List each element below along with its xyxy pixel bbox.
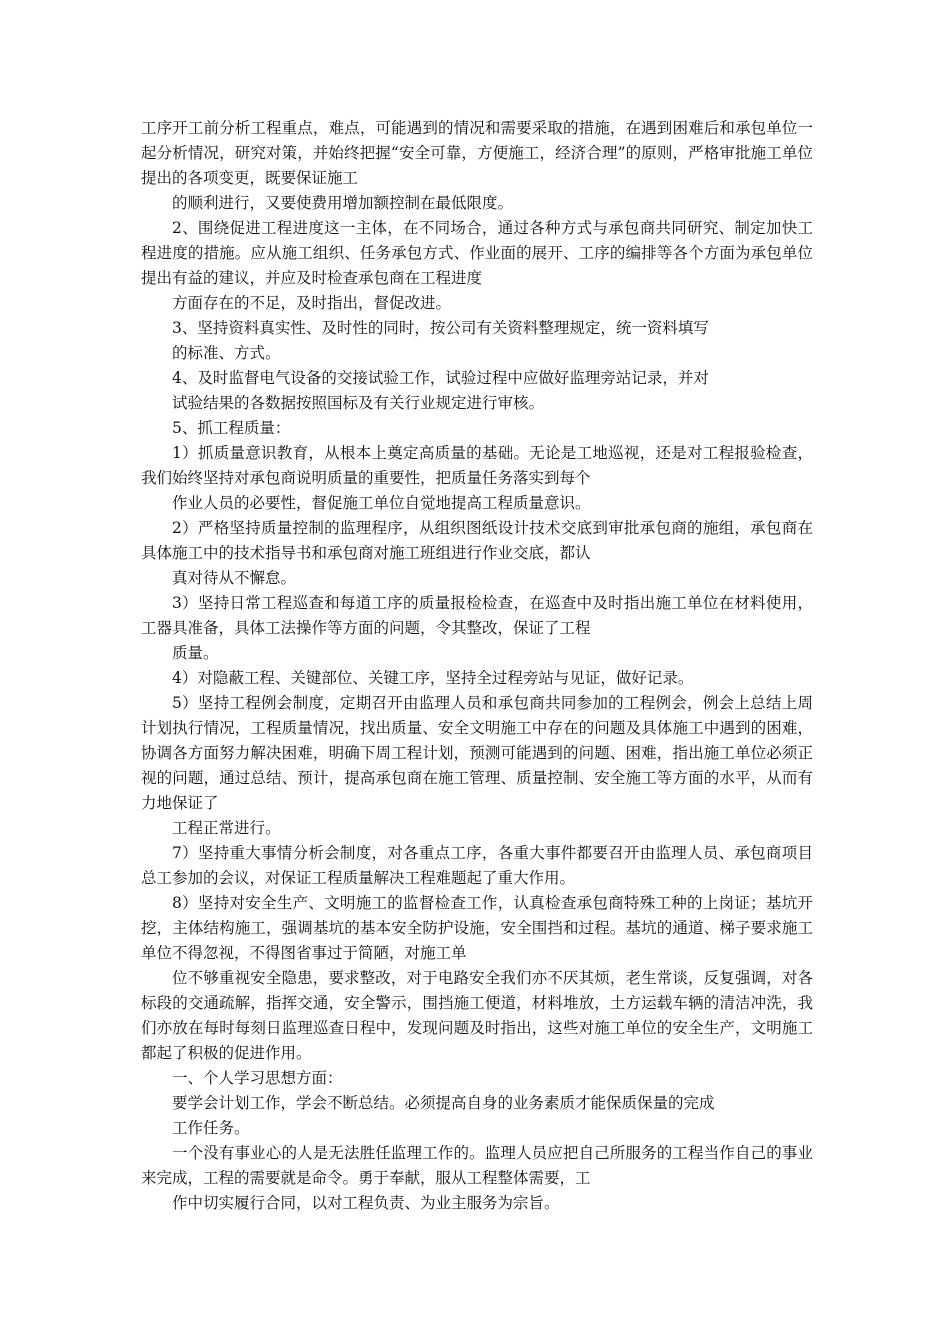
- paragraph: 5）坚持工程例会制度，定期召开由监理人员和承包商共同参加的工程例会，例会上总结上周计划执行情况，工程质量情况，找出质量、安全文明施工中存在的问题及具体施工中遇到的困难，协调各方面努力解决困难，明确下周工程计划，预测可能遇到的问题、困难，指出施工单位必须正视的问题，通过总结、预计，提高承包商在施工管理、质量控制、安全施工等方面的水平，从而有力地保证了: [141, 694, 813, 812]
- paragraph: 的标准、方式。: [172, 344, 281, 362]
- paragraph: 方面存在的不足，及时指出，督促改进。: [172, 294, 452, 312]
- paragraph: 3、坚持资料真实性、及时性的同时，按公司有关资料整理规定，统一资料填写: [172, 319, 709, 337]
- paragraph: 3）坚持日常工程巡查和每道工序的质量报检检查，在巡查中及时指出施工单位在材料使用，工器具准备，具体工法操作等方面的问题，令其整改，保证了工程: [141, 594, 813, 637]
- paragraph: 质量。: [172, 644, 219, 662]
- paragraph: 2）严格坚持质量控制的监理程序，从组织图纸设计技术交底到审批承包商的施组，承包商在具体施工中的技术指导书和承包商对施工班组进行作业交底，都认: [141, 519, 813, 562]
- paragraph: 真对待从不懈怠。: [172, 569, 297, 587]
- paragraph: 4、及时监督电气设备的交接试验工作，试验过程中应做好监理旁站记录，并对: [172, 369, 709, 387]
- paragraph: 2、围绕促进工程进度这一主体，在不同场合，通过各种方式与承包商共同研究、制定加快工程进度的措施。应从施工组织、任务承包方式、作业面的展开、工序的编排等各个方面为承包单位提出有益的建议，并应及时检查承包商在工程进度: [141, 219, 813, 287]
- paragraph: 5、抓工程质量：: [172, 419, 291, 437]
- paragraph: 工序开工前分析工程重点，难点，可能遇到的情况和需要采取的措施，在遇到困难后和承包单位一起分析情况，研究对策，并始终把握“安全可靠，方便施工，经济合理”的原则，严格审批施工单位提出的各项变更，既要保证施工: [141, 119, 813, 187]
- paragraph: 工作任务。: [172, 1119, 250, 1137]
- paragraph: 要学会计划工作，学会不断总结。必须提高自身的业务素质才能保质保量的完成: [172, 1094, 715, 1112]
- paragraph: 工程正常进行。: [172, 819, 281, 837]
- paragraph: 8）坚持对安全生产、文明施工的监督检查工作，认真检查承包商特殊工种的上岗证；基坑开挖，主体结构施工，强调基坑的基本安全防护设施，安全围挡和过程。基坑的通道、梯子要求施工单位不得忽视，不得图省事过于简陋，对施工单: [141, 894, 813, 962]
- paragraph: 一、个人学习思想方面：: [172, 1069, 343, 1087]
- paragraph: 试验结果的各数据按照国标及有关行业规定进行审核。: [172, 394, 545, 412]
- paragraph: 作业人员的必要性，督促施工单位自觉地提高工程质量意识。: [172, 494, 591, 512]
- document-body: [141, 116, 813, 1216]
- paragraph: 1）抓质量意识教育，从根本上奠定高质量的基础。无论是工地巡视，还是对工程报验检查，我们始终坚持对承包商说明质量的重要性，把质量任务落实到每个: [141, 444, 813, 487]
- paragraph: 位不够重视安全隐患，要求整改，对于电路安全我们亦不厌其烦，老生常谈，反复强调，对各标段的交通疏解，指挥交通，安全警示，围挡施工便道，材料堆放，土方运载车辆的清洁冲洗，我们亦放在每时每刻日监理巡查日程中，发现问题及时指出，这些对施工单位的安全生产，文明施工都起了积极的促进作用。: [141, 969, 813, 1062]
- paragraph: 作中切实履行合同，以对工程负责、为业主服务为宗旨。: [172, 1194, 560, 1212]
- paragraph: 4）对隐蔽工程、关键部位、关键工序，坚持全过程旁站与见证，做好记录。: [172, 669, 694, 687]
- paragraph: 一个没有事业心的人是无法胜任监理工作的。监理人员应把自己所服务的工程当作自己的事业来完成，工程的需要就是命令。勇于奉献，服从工程整体需要，工: [141, 1144, 813, 1187]
- paragraph: 7）坚持重大事情分析会制度，对各重点工序，各重大事件都要召开由监理人员、承包商项目总工参加的会议，对保证工程质量解决工程难题起了重大作用。: [141, 844, 813, 887]
- paragraph: 的顺利进行，又要使费用增加额控制在最低限度。: [172, 194, 514, 212]
